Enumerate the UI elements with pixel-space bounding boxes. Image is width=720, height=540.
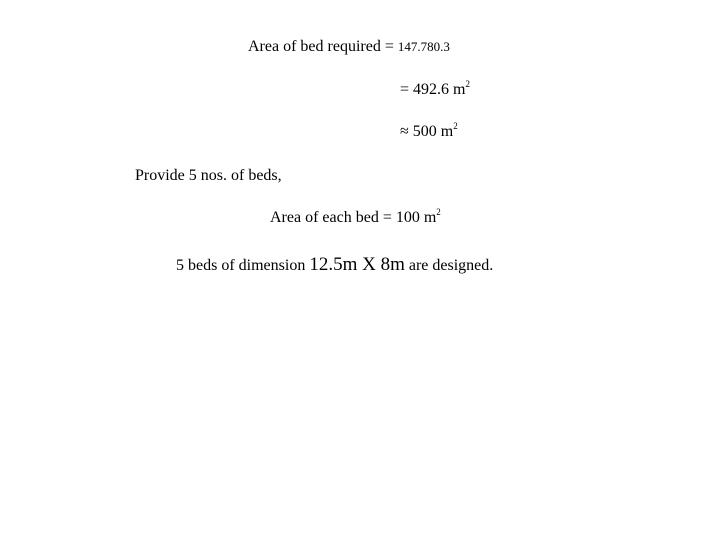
area-rounded-value: ≈ 500 bbox=[400, 123, 437, 140]
area-computed-line bbox=[400, 79, 470, 98]
area-rounded-exponent: 2 bbox=[453, 121, 458, 131]
each-bed-area-text: Area of each bed = 100 m bbox=[270, 209, 437, 226]
area-computed-unit: m bbox=[453, 81, 466, 98]
provide-beds-text: Provide 5 nos. of beds, bbox=[135, 167, 282, 184]
area-required-label: Area of bed required = bbox=[248, 38, 394, 55]
area-computed-exponent: 2 bbox=[465, 79, 470, 89]
each-bed-area-exponent: 2 bbox=[436, 207, 441, 217]
beds-design-dimension: 12.5m X 8m bbox=[309, 254, 405, 275]
area-required-line bbox=[248, 39, 450, 55]
area-computed-value: = 492.6 bbox=[400, 81, 450, 98]
beds-design-prefix: 5 beds of dimension bbox=[176, 257, 306, 274]
area-required-expression: 147.780.3 bbox=[397, 39, 450, 54]
each-bed-area-line bbox=[270, 207, 441, 226]
beds-design-suffix: are designed. bbox=[408, 257, 494, 274]
area-rounded-unit: m bbox=[440, 123, 454, 140]
provide-beds-line bbox=[135, 168, 282, 184]
beds-design-line bbox=[176, 255, 493, 274]
area-rounded-line bbox=[400, 121, 458, 140]
